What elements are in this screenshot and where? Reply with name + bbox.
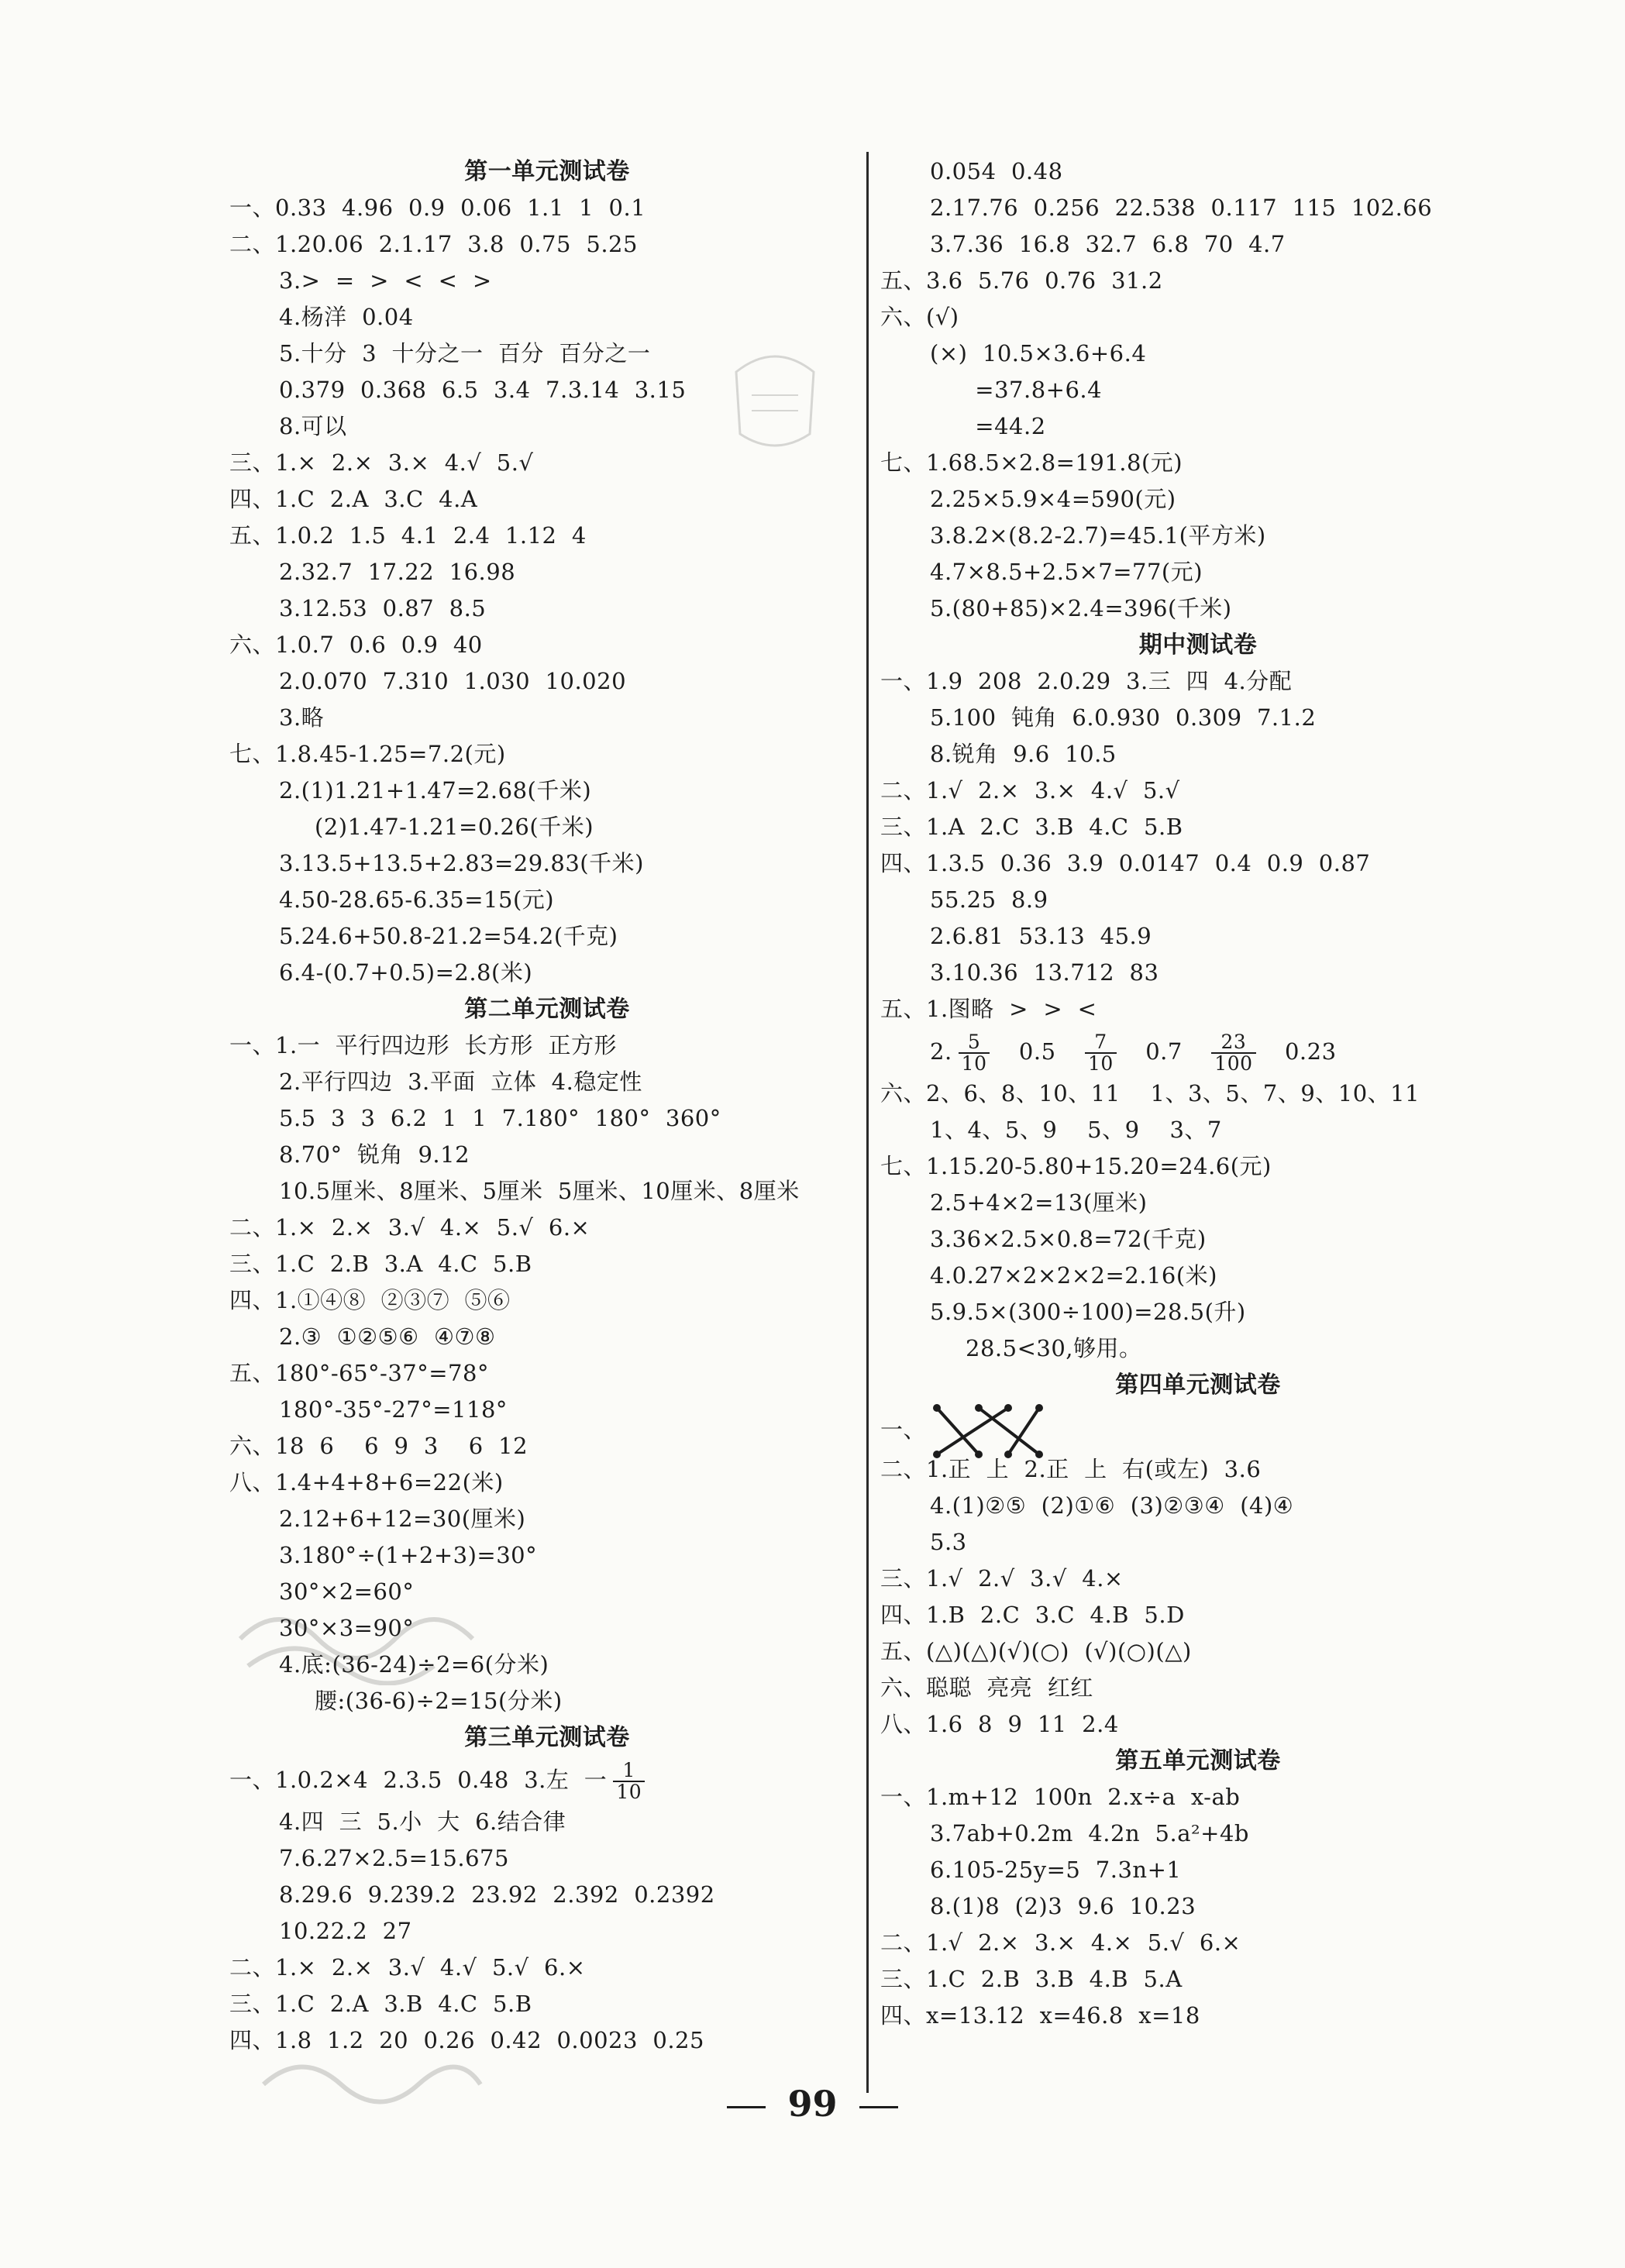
answer-text: 2.6.81 53.13 45.9 bbox=[930, 923, 1152, 949]
section-title-text: 第一单元测试卷 bbox=[464, 158, 630, 185]
answer-line bbox=[880, 1961, 1516, 1998]
answer-line bbox=[229, 554, 865, 590]
answer-text: 30°×3=90° bbox=[279, 1615, 415, 1641]
fraction-numerator: 5 bbox=[959, 1032, 990, 1054]
answer-text: 三、1.√ 2.√ 3.√ 4.× bbox=[880, 1565, 1124, 1592]
answer-text: 二、1.正 上 2.正 上 右(或左) 3.6 bbox=[880, 1456, 1262, 1482]
answer-line bbox=[229, 1392, 865, 1428]
answer-line bbox=[229, 845, 865, 882]
answer-text: 4.杨洋 0.04 bbox=[279, 304, 414, 330]
answer-line bbox=[229, 299, 865, 336]
answer-line bbox=[229, 1986, 865, 2022]
answer-text: 2.25×5.9×4=590(元) bbox=[930, 486, 1176, 512]
answer-line bbox=[880, 1294, 1516, 1330]
answer-line bbox=[880, 336, 1516, 372]
answer-text: 五、1.0.2 1.5 4.1 2.4 1.12 4 bbox=[229, 522, 587, 549]
answer-line bbox=[229, 955, 865, 991]
answer-text: 5.9.5×(300÷100)=28.5(升) bbox=[930, 1299, 1246, 1325]
answer-text: 2.③ ①②⑤⑥ ④⑦⑧ bbox=[279, 1323, 496, 1350]
answer-line bbox=[880, 809, 1516, 845]
page-number-dash-left bbox=[727, 2106, 766, 2108]
answer-text: 五、3.6 5.76 0.76 31.2 bbox=[880, 267, 1163, 294]
answer-text: 3.13.5+13.5+2.83=29.83(千米) bbox=[279, 850, 644, 876]
answer-line bbox=[880, 1779, 1516, 1815]
answer-line bbox=[229, 627, 865, 663]
matching-dot bbox=[975, 1404, 983, 1412]
answer-line bbox=[880, 408, 1516, 445]
fraction bbox=[1211, 1032, 1255, 1074]
answer-line bbox=[880, 263, 1516, 299]
answer-text: 五、180°-65°-37°=78° bbox=[229, 1360, 489, 1386]
answer-text: 八、1.4+4+8+6=22(米) bbox=[229, 1469, 504, 1495]
matching-line bbox=[1008, 1408, 1039, 1454]
answer-text: 五、(△)(△)(√)(○) (√)(○)(△) bbox=[880, 1638, 1192, 1664]
answer-text: 3.8.2×(8.2-2.7)=45.1(平方米) bbox=[930, 522, 1266, 549]
answer-text: (×) 10.5×3.6+6.4 bbox=[930, 340, 1147, 367]
answer-text: 七、1.15.20-5.80+15.20=24.6(元) bbox=[880, 1153, 1272, 1179]
answer-line bbox=[880, 518, 1516, 554]
answer-text: 4.7×8.5+2.5×7=77(元) bbox=[930, 559, 1203, 585]
answer-line bbox=[229, 1840, 865, 1877]
section-title-text: 第三单元测试卷 bbox=[464, 1724, 630, 1751]
answer-text: 2.12+6+12=30(厘米) bbox=[279, 1506, 526, 1532]
fraction-denominator: 10 bbox=[1087, 1052, 1114, 1075]
answer-text: 3.180°÷(1+2+3)=30° bbox=[279, 1542, 538, 1568]
fraction-numerator: 7 bbox=[1085, 1032, 1117, 1054]
answer-text: 5.24.6+50.8-21.2=54.2(千克) bbox=[279, 923, 618, 949]
answer-line bbox=[229, 1950, 865, 1986]
section-title-text: 期中测试卷 bbox=[1138, 632, 1258, 659]
answer-line bbox=[229, 663, 865, 700]
answer-line bbox=[880, 991, 1516, 1027]
answer-text: 30°×2=60° bbox=[279, 1578, 415, 1605]
answer-text: 三、1.A 2.C 3.B 4.C 5.B bbox=[880, 814, 1183, 840]
answer-line bbox=[880, 372, 1516, 408]
answer-line bbox=[229, 1428, 865, 1464]
answer-text: 二、1.20.06 2.1.17 3.8 0.75 5.25 bbox=[229, 231, 638, 257]
answer-text: 二、1.× 2.× 3.√ 4.× 5.√ 6.× bbox=[229, 1214, 590, 1241]
watermark-logo-bottom bbox=[256, 2046, 488, 2123]
answer-line bbox=[229, 700, 865, 736]
answer-line bbox=[880, 1925, 1516, 1961]
answer-text: 5.(80+85)×2.4=396(千米) bbox=[930, 595, 1232, 621]
answer-text: 55.25 8.9 bbox=[930, 886, 1048, 913]
answer-text: 2.5+4×2=13(厘米) bbox=[930, 1189, 1148, 1216]
answer-text: 四、1.C 2.A 3.C 4.A bbox=[229, 486, 478, 512]
fraction-denominator: 10 bbox=[616, 1781, 642, 1803]
answer-text: 8.锐角 9.6 10.5 bbox=[930, 741, 1117, 767]
section-title bbox=[229, 991, 865, 1027]
answer-text: 5.十分 3 十分之一 百分 百分之一 bbox=[279, 340, 651, 367]
answer-text: 3.7.36 16.8 32.7 6.8 70 4.7 bbox=[930, 231, 1286, 257]
answer-text: =37.8+6.4 bbox=[930, 377, 1103, 403]
page-number-text: 99 bbox=[787, 2083, 838, 2125]
answer-line bbox=[229, 918, 865, 955]
answer-line bbox=[880, 1561, 1516, 1597]
fraction bbox=[959, 1032, 990, 1074]
answer-line bbox=[229, 1501, 865, 1537]
answer-line bbox=[880, 1706, 1516, 1743]
answer-line bbox=[880, 1852, 1516, 1888]
answer-line bbox=[880, 773, 1516, 809]
answer-line bbox=[880, 1888, 1516, 1925]
answer-text: 六、1.0.7 0.6 0.9 40 bbox=[229, 632, 483, 658]
answer-text: 2.(1)1.21+1.47=2.68(千米) bbox=[279, 777, 592, 804]
section-title-text: 第四单元测试卷 bbox=[1115, 1371, 1281, 1399]
answer-text: 5.3 bbox=[930, 1529, 967, 1555]
answer-line bbox=[880, 590, 1516, 627]
answer-line bbox=[880, 1027, 1516, 1075]
answer-text: 一、1.9 208 2.0.29 3.三 四 4.分配 bbox=[880, 668, 1293, 694]
answer-line bbox=[229, 518, 865, 554]
answer-line bbox=[229, 1877, 865, 1913]
answer-line bbox=[880, 1075, 1516, 1112]
answer-text: 四、1.B 2.C 3.C 4.B 5.D bbox=[880, 1602, 1185, 1628]
answer-line bbox=[880, 882, 1516, 918]
answer-line bbox=[229, 590, 865, 627]
answer-line bbox=[229, 481, 865, 518]
section-title bbox=[880, 1743, 1516, 1779]
fraction-numerator: 23 bbox=[1211, 1032, 1255, 1054]
answer-line bbox=[880, 1148, 1516, 1185]
answer-line bbox=[229, 1282, 865, 1319]
fraction-denominator: 100 bbox=[1214, 1052, 1253, 1075]
answer-line bbox=[229, 1537, 865, 1574]
answer-text: 10.22.2 27 bbox=[279, 1918, 412, 1944]
answer-line bbox=[229, 1027, 865, 1064]
answer-line bbox=[880, 1998, 1516, 2034]
answer-line bbox=[880, 1488, 1516, 1524]
decimal-value: 0.5 bbox=[1004, 1038, 1071, 1065]
fraction bbox=[613, 1760, 645, 1802]
answer-line bbox=[880, 1451, 1516, 1488]
answer-text: 二、1.× 2.× 3.√ 4.√ 5.√ 6.× bbox=[229, 1954, 586, 1981]
answer-line bbox=[880, 1670, 1516, 1706]
answer-text: 4.0.27×2×2×2=2.16(米) bbox=[930, 1262, 1217, 1289]
answer-line bbox=[880, 153, 1516, 190]
matching-dot bbox=[1035, 1404, 1043, 1412]
answer-text: 六、18 6 6 9 3 6 12 bbox=[229, 1433, 528, 1459]
answer-text: 0.054 0.48 bbox=[930, 158, 1063, 184]
answer-line bbox=[229, 263, 865, 299]
answer-text: 5.100 钝角 6.0.930 0.309 7.1.2 bbox=[930, 704, 1317, 731]
answer-text: 六、2、6、8、10、11 1、3、5、7、9、10、11 bbox=[880, 1080, 1420, 1106]
answer-line bbox=[229, 1464, 865, 1501]
answer-text: 4.底:(36-24)÷2=6(分米) bbox=[279, 1651, 549, 1678]
answer-text: 3.36×2.5×0.8=72(千克) bbox=[930, 1226, 1207, 1252]
answer-text: 8.(1)8 (2)3 9.6 10.23 bbox=[930, 1893, 1196, 1919]
answer-text: 1、4、5、9 5、9 3、7 bbox=[930, 1117, 1222, 1143]
answer-text: 8.可以 bbox=[279, 413, 347, 439]
answer-text: 一、1.m+12 100n 2.x÷a x-ab bbox=[880, 1784, 1241, 1810]
matching-dot bbox=[933, 1404, 941, 1412]
answer-text: 0.379 0.368 6.5 3.4 7.3.14 3.15 bbox=[279, 377, 687, 403]
answer-line bbox=[880, 663, 1516, 700]
answer-text: 7.6.27×2.5=15.675 bbox=[279, 1845, 509, 1871]
answer-text: 2.平行四边 3.平面 立体 4.稳定性 bbox=[279, 1069, 642, 1095]
answer-line bbox=[880, 226, 1516, 263]
answer-text: 6.4-(0.7+0.5)=2.8(米) bbox=[279, 959, 533, 986]
answer-text: 六、聪聪 亮亮 红红 bbox=[880, 1674, 1093, 1701]
answer-text: 腰:(36-6)÷2=15(分米) bbox=[315, 1688, 563, 1714]
answer-line bbox=[229, 1355, 865, 1392]
answer-line bbox=[880, 1597, 1516, 1633]
answer-line bbox=[880, 299, 1516, 336]
answer-text: 180°-35°-27°=118° bbox=[279, 1396, 508, 1423]
answer-line bbox=[880, 1112, 1516, 1148]
answer-line bbox=[229, 809, 865, 845]
answer-line bbox=[229, 226, 865, 263]
answer-line bbox=[229, 1913, 865, 1950]
answer-line bbox=[229, 1319, 865, 1355]
answer-text: 四、1.①④⑧ ②③⑦ ⑤⑥ bbox=[229, 1287, 511, 1313]
answer-line bbox=[880, 1330, 1516, 1367]
watermark-stamp bbox=[721, 341, 829, 457]
answer-line bbox=[880, 918, 1516, 955]
answer-text: 一、 bbox=[880, 1416, 927, 1443]
answer-text: (2)1.47-1.21=0.26(千米) bbox=[315, 814, 594, 840]
section-title bbox=[880, 1367, 1516, 1403]
answer-text: 四、1.8 1.2 20 0.26 0.42 0.0023 0.25 bbox=[229, 2027, 704, 2053]
answer-text: 3.> = > < < > bbox=[279, 267, 492, 294]
answer-text: 一、0.33 4.96 0.9 0.06 1.1 1 0.1 bbox=[229, 194, 646, 221]
answer-text: 3.7ab+0.2m 4.2n 5.a²+4b bbox=[930, 1820, 1249, 1846]
answer-line bbox=[880, 1633, 1516, 1670]
answer-text: 2.32.7 17.22 16.98 bbox=[279, 559, 516, 585]
answer-line bbox=[880, 1221, 1516, 1258]
page-number bbox=[0, 2083, 1625, 2125]
answer-text: 8.29.6 9.239.2 23.92 2.392 0.2392 bbox=[279, 1881, 715, 1908]
answer-line bbox=[880, 1403, 1516, 1451]
answer-line bbox=[229, 1756, 865, 1804]
answer-line bbox=[229, 1064, 865, 1100]
answer-line bbox=[229, 1683, 865, 1719]
matching-line bbox=[979, 1408, 1039, 1454]
answer-line bbox=[880, 190, 1516, 226]
answer-text: 二、1.√ 2.× 3.× 4.× 5.√ 6.× bbox=[880, 1929, 1241, 1956]
fraction-numerator: 1 bbox=[613, 1760, 645, 1782]
answer-text: 二、1.√ 2.× 3.× 4.√ 5.√ bbox=[880, 777, 1180, 804]
answer-line bbox=[229, 1246, 865, 1282]
answer-line bbox=[880, 1258, 1516, 1294]
answer-line bbox=[229, 882, 865, 918]
answer-line bbox=[229, 1173, 865, 1210]
answer-line bbox=[880, 700, 1516, 736]
answer-text: 2. bbox=[930, 1038, 952, 1065]
answer-text: 3.10.36 13.712 83 bbox=[930, 959, 1159, 986]
answer-line bbox=[880, 554, 1516, 590]
column-divider bbox=[866, 152, 869, 2093]
right-column bbox=[880, 153, 1516, 2034]
answer-line bbox=[880, 445, 1516, 481]
answer-text: 8.70° 锐角 9.12 bbox=[279, 1141, 470, 1168]
answer-text: 5.5 3 3 6.2 1 1 7.180° 180° 360° bbox=[279, 1105, 721, 1131]
answer-line bbox=[229, 773, 865, 809]
answer-line bbox=[229, 1804, 865, 1840]
section-title-text: 第五单元测试卷 bbox=[1115, 1747, 1281, 1774]
answer-text: 三、1.C 2.A 3.B 4.C 5.B bbox=[229, 1991, 532, 2017]
answer-text: 4.(1)②⑤ (2)①⑥ (3)②③④ (4)④ bbox=[930, 1492, 1294, 1519]
answer-text: 6.105-25y=5 7.3n+1 bbox=[930, 1857, 1182, 1883]
section-title bbox=[229, 153, 865, 190]
answer-line bbox=[880, 845, 1516, 882]
answer-text: 10.5厘米、8厘米、5厘米 5厘米、10厘米、8厘米 bbox=[279, 1178, 800, 1204]
section-title-text: 第二单元测试卷 bbox=[464, 996, 630, 1023]
answer-line bbox=[229, 190, 865, 226]
answer-line bbox=[229, 1210, 865, 1246]
answer-text: 四、1.3.5 0.36 3.9 0.0147 0.4 0.9 0.87 bbox=[880, 850, 1371, 876]
fraction-denominator: 10 bbox=[961, 1052, 987, 1075]
answer-text: 28.5<30,够用。 bbox=[966, 1335, 1142, 1361]
answer-text: 一、1.0.2×4 2.3.5 0.48 3.左 一 bbox=[229, 1767, 608, 1793]
answer-text: 3.12.53 0.87 8.5 bbox=[279, 595, 487, 621]
answer-text: 六、(√) bbox=[880, 304, 959, 330]
answer-line bbox=[880, 1185, 1516, 1221]
answer-line bbox=[880, 481, 1516, 518]
decimal-value: 0.7 bbox=[1130, 1038, 1198, 1065]
answer-line bbox=[229, 736, 865, 773]
watermark-logo bbox=[232, 1592, 511, 1685]
answer-text: 八、1.6 8 9 11 2.4 bbox=[880, 1711, 1119, 1737]
answer-line bbox=[880, 1815, 1516, 1852]
answer-line bbox=[229, 1137, 865, 1173]
decimal-value: 0.23 bbox=[1269, 1038, 1351, 1065]
answer-text: 三、1.C 2.B 3.A 4.C 5.B bbox=[229, 1251, 532, 1277]
answer-text: 3.略 bbox=[279, 704, 325, 731]
answer-text: 四、x=13.12 x=46.8 x=18 bbox=[880, 2002, 1200, 2029]
answer-text: 一、1.一 平行四边形 长方形 正方形 bbox=[229, 1032, 617, 1058]
answer-line bbox=[880, 955, 1516, 991]
answer-text: 三、1.× 2.× 3.× 4.√ 5.√ bbox=[229, 449, 534, 476]
answer-line bbox=[880, 736, 1516, 773]
answer-text: 2.0.070 7.310 1.030 10.020 bbox=[279, 668, 627, 694]
page-number-dash-right bbox=[859, 2106, 898, 2108]
matching-dot bbox=[1004, 1404, 1012, 1412]
answer-text: 七、1.8.45-1.25=7.2(元) bbox=[229, 741, 506, 767]
answer-text: 4.50-28.65-6.35=15(元) bbox=[279, 886, 555, 913]
answer-line bbox=[880, 1524, 1516, 1561]
answer-text: =44.2 bbox=[930, 413, 1046, 439]
answer-text: 4.四 三 5.小 大 6.结合律 bbox=[279, 1809, 566, 1835]
answer-line bbox=[229, 1100, 865, 1137]
fraction bbox=[1085, 1032, 1117, 1074]
section-title bbox=[229, 1719, 865, 1756]
answer-text: 五、1.图略 > > < bbox=[880, 996, 1097, 1022]
answer-text: 三、1.C 2.B 3.B 4.B 5.A bbox=[880, 1966, 1183, 1992]
answer-text: 2.17.76 0.256 22.538 0.117 115 102.66 bbox=[930, 194, 1433, 221]
section-title bbox=[880, 627, 1516, 663]
answer-text: 七、1.68.5×2.8=191.8(元) bbox=[880, 449, 1183, 476]
